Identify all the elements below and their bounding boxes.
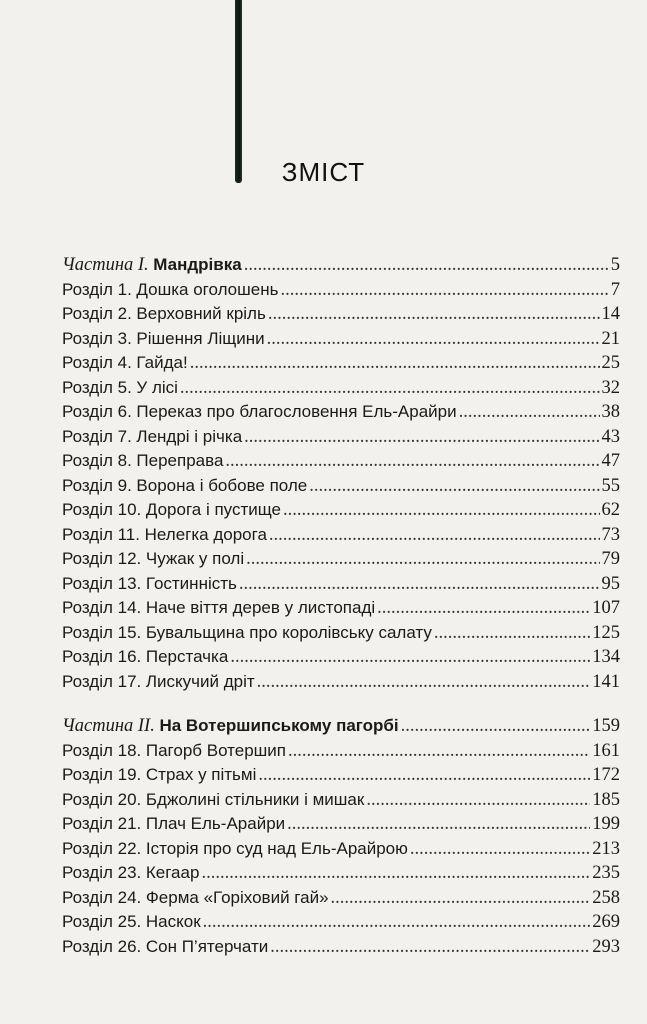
toc-chapter-row	[62, 621, 620, 646]
leader-dots	[180, 376, 600, 401]
chapter-label	[62, 645, 228, 670]
chapter-label	[62, 376, 178, 401]
toc-chapter-row	[62, 327, 620, 352]
page-number: 269	[592, 912, 620, 932]
page-number: 14	[601, 304, 620, 324]
chapter-number: Розділ 23.	[62, 863, 142, 882]
chapter-number: Розділ 7.	[62, 426, 132, 446]
page-number: 55	[601, 475, 620, 496]
chapter-number: Розділ 22.	[62, 838, 142, 858]
part-label: Частина I.	[62, 255, 149, 275]
toc-chapter-row	[62, 425, 620, 450]
chapter-label	[62, 278, 278, 303]
chapter-title: Плач Ель-Арайри	[145, 814, 286, 833]
page-title: ЗМІСТ	[281, 157, 366, 187]
toc-chapter-row	[62, 935, 620, 960]
chapter-title: Рішення Ліщини	[136, 328, 265, 348]
chapter-label	[62, 523, 267, 548]
toc-chapter-row	[62, 910, 620, 935]
chapter-label	[62, 596, 375, 621]
chapter-number: Розділ 2.	[62, 304, 132, 323]
chapter-label	[62, 763, 256, 788]
chapter-number: Розділ 16.	[62, 647, 142, 666]
chapter-title: Чужак у полі	[145, 549, 245, 568]
chapter-title: Переправа	[136, 451, 224, 470]
leader-dots	[239, 572, 600, 597]
toc-part-1	[62, 253, 620, 694]
leader-dots	[269, 523, 600, 548]
leader-dots	[366, 788, 590, 813]
chapter-label	[62, 474, 307, 499]
leader-dots	[270, 935, 590, 960]
chapter-number: Розділ 21.	[62, 814, 142, 833]
chapter-number: Розділ 10.	[62, 500, 142, 519]
leader-dots	[287, 812, 590, 837]
chapter-number: Розділ 26.	[62, 936, 142, 956]
page-number: 38	[601, 402, 620, 422]
chapter-title: Бувальщина про королівську салату	[145, 622, 432, 642]
leader-dots	[377, 596, 590, 621]
page-number: 73	[601, 524, 620, 545]
leader-dots	[203, 910, 591, 935]
chapter-label	[62, 886, 329, 911]
toc-part-heading	[62, 714, 620, 739]
leader-dots	[459, 400, 600, 425]
toc-chapter-row	[62, 739, 620, 764]
page-number: 25	[601, 353, 620, 373]
chapter-title: Лискучий дріт	[145, 671, 255, 691]
toc-part-2	[62, 714, 620, 959]
chapter-number: Розділ 4.	[62, 353, 132, 372]
page-number: 213	[592, 838, 620, 859]
toc-chapter-row	[62, 812, 620, 837]
toc-chapter-row	[62, 596, 620, 621]
chapter-title: Нелегка дорога	[144, 524, 267, 544]
page-number: 161	[592, 740, 620, 761]
chapter-number: Розділ 6.	[62, 402, 132, 421]
chapter-number: Розділ 15.	[62, 622, 142, 642]
chapter-title: Ворона і бобове поле	[136, 475, 308, 495]
chapter-number: Розділ 14.	[62, 598, 142, 617]
page-number: 172	[592, 765, 620, 785]
chapter-label	[62, 935, 268, 960]
part-title	[62, 253, 242, 278]
page-number: 141	[592, 671, 620, 692]
chapter-label	[62, 327, 265, 352]
page-number: 134	[592, 647, 620, 667]
leader-dots	[201, 861, 590, 886]
toc-chapter-row	[62, 449, 620, 474]
chapter-label	[62, 788, 364, 813]
chapter-number: Розділ 3.	[62, 328, 132, 348]
toc-chapter-row	[62, 886, 620, 911]
chapter-number: Розділ 17.	[62, 671, 142, 691]
chapter-number: Розділ 1.	[62, 279, 132, 299]
chapter-number: Розділ 9.	[62, 475, 132, 495]
page-number: 159	[592, 716, 620, 736]
toc-chapter-row	[62, 376, 620, 401]
toc-chapter-row	[62, 523, 620, 548]
chapter-title: Переказ про благословення Ель-Арайри	[136, 402, 457, 421]
chapter-label	[62, 861, 199, 886]
chapter-label	[62, 812, 285, 837]
chapter-label	[62, 670, 255, 695]
leader-dots	[190, 351, 600, 376]
chapter-title: Дошка оголошень	[136, 279, 279, 299]
toc-chapter-row	[62, 837, 620, 862]
chapter-title: Верховний кріль	[136, 304, 266, 323]
toc-chapter-row	[62, 351, 620, 376]
page-number: 125	[592, 622, 620, 643]
chapter-number: Розділ 13.	[62, 573, 142, 593]
chapter-title: Історія про суд над Ель-Арайрою	[145, 838, 408, 858]
toc-part-heading	[62, 253, 620, 278]
chapter-title: Ферма «Горіховий гай»	[145, 887, 329, 907]
chapter-title: Сон П’ятерчати	[145, 936, 269, 956]
page-number: 235	[592, 863, 620, 883]
toc-chapter-row	[62, 645, 620, 670]
chapter-title: Наче віття дерев у листопаді	[145, 598, 376, 617]
chapter-label	[62, 910, 201, 935]
page-number: 199	[592, 814, 620, 834]
chapter-number: Розділ 8.	[62, 451, 132, 470]
page-number: 5	[610, 255, 620, 275]
toc-chapter-row	[62, 498, 620, 523]
toc-chapter-row	[62, 861, 620, 886]
leader-dots	[283, 498, 600, 523]
chapter-number: Розділ 12.	[62, 549, 142, 568]
page-number: 95	[601, 573, 620, 594]
page-number: 79	[601, 549, 620, 569]
chapter-label	[62, 739, 286, 764]
chapter-label	[62, 449, 223, 474]
chapter-title: Бджолині стільники і мишак	[145, 789, 365, 809]
leader-dots	[434, 621, 590, 646]
chapter-title: Гайда!	[136, 353, 188, 372]
leader-dots	[258, 763, 590, 788]
page-number: 43	[601, 426, 620, 447]
toc-chapter-row	[62, 278, 620, 303]
leader-dots	[331, 886, 591, 911]
leader-dots	[225, 449, 599, 474]
chapter-label	[62, 547, 244, 572]
leader-dots	[280, 278, 608, 303]
part-label: Частина II.	[62, 716, 155, 736]
part-title	[62, 714, 399, 739]
chapter-label	[62, 572, 237, 597]
toc-chapter-row	[62, 670, 620, 695]
leader-dots	[267, 327, 600, 352]
toc-chapter-row	[62, 572, 620, 597]
toc-chapter-row	[62, 400, 620, 425]
page-number: 47	[601, 451, 620, 471]
chapter-title: Кегаар	[145, 863, 200, 882]
toc-chapter-row	[62, 788, 620, 813]
leader-dots	[309, 474, 599, 499]
chapter-label	[62, 351, 188, 376]
chapter-number: Розділ 19.	[62, 765, 142, 784]
leader-dots	[410, 837, 590, 862]
page-number: 258	[592, 887, 620, 908]
chapter-number: Розділ 25.	[62, 912, 142, 931]
chapter-label	[62, 400, 457, 425]
leader-dots	[268, 302, 600, 327]
chapter-title: Наскок	[145, 912, 201, 931]
part-name: Мандрівка	[153, 255, 242, 274]
page-number: 293	[592, 936, 620, 957]
page-number: 21	[601, 328, 620, 349]
chapter-label	[62, 837, 408, 862]
page-number: 32	[601, 377, 620, 398]
leader-dots	[288, 739, 590, 764]
leader-dots	[246, 547, 599, 572]
toc-chapter-row	[62, 763, 620, 788]
chapter-label	[62, 498, 281, 523]
chapter-title: Перстачка	[145, 647, 229, 666]
chapter-number: Розділ 11.	[62, 524, 140, 544]
leader-dots	[401, 714, 591, 739]
page-number: 107	[592, 598, 620, 618]
chapter-label	[62, 425, 242, 450]
toc-chapter-row	[62, 547, 620, 572]
chapter-title: Лендрі і річка	[136, 426, 243, 446]
chapter-number: Розділ 20.	[62, 789, 142, 809]
page-number: 62	[601, 500, 620, 520]
page-number: 7	[610, 279, 620, 300]
chapter-title: У лісі	[136, 377, 178, 397]
chapter-label	[62, 302, 266, 327]
page-number: 185	[592, 789, 620, 810]
leader-dots	[244, 425, 599, 450]
chapter-number: Розділ 24.	[62, 887, 142, 907]
chapter-label	[62, 621, 432, 646]
leader-dots	[257, 670, 591, 695]
toc-chapter-row	[62, 302, 620, 327]
leader-dots	[244, 253, 609, 278]
part-name: На Вотершипському пагорбі	[159, 716, 399, 735]
chapter-number: Розділ 5.	[62, 377, 132, 397]
chapter-title: Дорога і пустище	[145, 500, 281, 519]
chapter-number: Розділ 18.	[62, 740, 142, 760]
chapter-title: Гостинність	[145, 573, 237, 593]
toc-chapter-row	[62, 474, 620, 499]
chapter-title: Пагорб Вотершип	[145, 740, 287, 760]
ribbon-bookmark	[235, 0, 242, 183]
leader-dots	[230, 645, 590, 670]
chapter-title: Страх у пітьмі	[145, 765, 257, 784]
